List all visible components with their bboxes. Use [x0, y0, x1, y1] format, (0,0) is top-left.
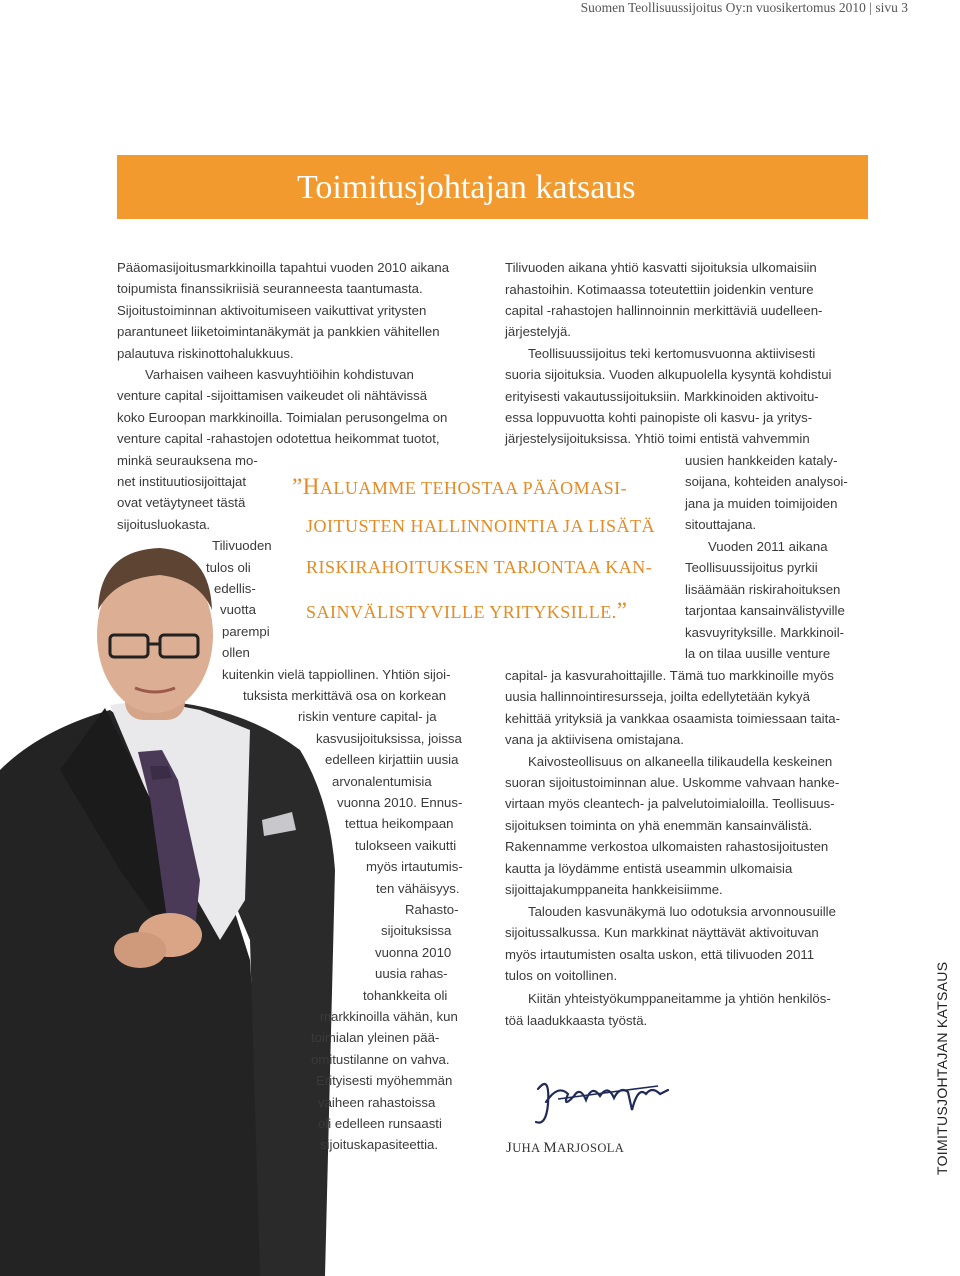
left-text-line: sijoituskapasiteettia. — [320, 1137, 439, 1153]
sidebar-label-text: TOIMITUSJOHTAJAN KATSAUS — [934, 961, 950, 1175]
left-text-line: sijoitusluokasta. — [117, 516, 211, 532]
running-header: Suomen Teollisuussijoitus Oy:n vuosikertomus 2010 | sivu 3 — [580, 0, 908, 15]
right-text-line: Teollisuussijoitus teki kertomusvuonna aktiivisesti — [528, 346, 816, 361]
right-text-line: Tilivuoden aikana yhtiö kasvatti sijoituksia ulkomaisiin — [505, 260, 817, 275]
left-text-line: minkä seurauksena mo- — [117, 452, 258, 468]
left-text-line: Sijoitustoiminnan aktivoitumiseen vaikuttivat yritysten — [117, 302, 427, 318]
right-text-line: sijoittajakumppaneita hankkeisiimme. — [505, 882, 723, 897]
left-text-line: parempi — [222, 623, 270, 639]
left-text-line: sijoituksissa — [381, 923, 452, 939]
right-text-line: erityisesti vakautussijoituksiin. Markkinoiden aktivoitu- — [505, 389, 819, 404]
right-text-line: la on tilaa uusille venture — [685, 646, 831, 661]
page-title: Toimitusjohtajan katsaus — [297, 169, 636, 206]
left-text-line: ten vähäisyys. — [376, 880, 460, 896]
left-text-line: edelleen kirjattiin uusia — [325, 752, 459, 768]
right-text-line: capital- ja kasvurahoittajille. Tämä tuo markkinoille myös — [505, 668, 834, 683]
left-text-line: Tilivuoden — [212, 538, 272, 554]
signatory-name: JUHA MARJOSOLA — [506, 1140, 625, 1156]
right-text-line: Talouden kasvunäkymä luo odotuksia arvonnousuille — [528, 904, 836, 919]
left-text-line: tuksista merkittävä osa on korkean — [243, 688, 447, 703]
right-text-line: järjestelyjä. — [505, 324, 571, 339]
left-text-line: vuonna 2010. Ennus- — [337, 795, 463, 810]
right-text-line: kasvuyrityksille. Markkinoil- — [685, 625, 845, 640]
pull-quote-line-3: RISKIRAHOITUKSEN TARJONTAA KAN- — [306, 557, 653, 577]
right-text-line: Kaivosteollisuus on alkaneella tilikaudella keskeinen — [528, 754, 833, 769]
right-text-line: sijoitussalkussa. Kun markkinat näyttävät aktivoituvan — [505, 925, 819, 940]
right-text-line: järjestelysijoituksissa. Yhtiö toimi entistä vahvemmin — [505, 431, 810, 446]
left-text-line: Erityisesti myöhemmän — [316, 1073, 453, 1089]
left-text-line: Varhaisen vaiheen kasvuyhtiöihin kohdistuvan — [145, 367, 414, 382]
right-text-line: kautta ja löydämme entistä useammin ulkomaisia — [505, 861, 793, 876]
left-text-line: tulokseen vaikutti — [355, 837, 457, 853]
section-sidebar-label — [934, 961, 958, 1199]
left-text-line: arvonalentumisia — [332, 773, 432, 789]
left-text-line: kasvusijoituksissa, joissa — [316, 730, 462, 746]
left-text-line: tohankkeita oli — [363, 987, 448, 1003]
left-text-line: uusia rahas- — [375, 966, 448, 982]
left-text-line: Pääomasijoitusmarkkinoilla tapahtui vuoden 2010 aikana — [117, 260, 450, 275]
right-text-line: kehittää yrityksiä ja vankkaa osaamista toimiessaan taita- — [505, 711, 840, 726]
right-text-line: tulos on voitollinen. — [505, 968, 618, 983]
right-text-line: vana ja aktiivisena omistajana. — [505, 732, 684, 747]
left-text-line: edellis- — [214, 581, 256, 596]
left-text-line: tulos oli — [206, 559, 251, 575]
left-text-line: riskin venture capital- ja — [298, 709, 437, 725]
left-text-line: vaiheen rahastoissa — [318, 1094, 436, 1110]
left-text-line: kuitenkin vielä tappiollinen. Yhtiön sijoi- — [222, 666, 451, 682]
left-text-line: toipumista finanssikriisiä seuranneesta taantumasta. — [117, 281, 423, 297]
pull-quote-line-4: SAINVÄLISTYVILLE YRITYKSILLE.” — [306, 598, 628, 623]
right-text-line: virtaan myös cleantech- ja palvelutoimialoilla. Teollisuus- — [505, 796, 835, 811]
right-text-line: Kiitän yhteistyökumppaneitamme ja yhtiön henkilös- — [528, 991, 831, 1006]
right-text-line: tarjontaa kansainvälistyville — [685, 603, 845, 618]
title-banner — [117, 155, 868, 219]
left-text-line: ovat vetäytyneet tästä — [117, 495, 246, 511]
right-text-line: rahastoihin. Kotimaassa toteutettiin joidenkin venture — [505, 282, 814, 297]
signature-image — [528, 1064, 678, 1134]
right-text-line: capital -rahastojen hallinnoinnin merkittäviä uudelleen- — [505, 303, 823, 318]
right-text-line: Teollisuussijoitus pyrkii — [685, 560, 818, 575]
pull-quote-line-1: ”HALUAMME TEHOSTAA PÄÄOMASI- — [292, 474, 628, 499]
left-text-line: venture capital -sijoittamisen vaikeudet oli nähtävissä — [117, 388, 428, 404]
right-text-line: sitouttajana. — [685, 517, 757, 532]
left-text-line: parantuneet liiketoimintanäkymät ja pankkien vähitellen — [117, 324, 440, 340]
left-text-line: markkinoilla vähän, kun — [320, 1009, 458, 1024]
left-text-line: myös irtautumis- — [366, 859, 463, 875]
right-text-line: sijoituksen toiminta on yhä enemmän kansainvälistä. — [505, 818, 813, 833]
right-text-line: suoran sijoitustoiminnan alue. Uskomme vahvaan hanke- — [505, 775, 840, 790]
right-text-line: töä laadukkaasta työstä. — [505, 1013, 648, 1028]
right-text-line: essa loppuvuotta kohti painopiste oli kasvu- ja yritys- — [505, 410, 813, 425]
left-text-line: vuonna 2010 — [375, 944, 452, 960]
right-text-line: suoria sijoituksia. Vuoden alkupuolella kysyntä kohdistui — [505, 367, 832, 382]
right-text-line: uusien hankkeiden kataly- — [685, 453, 838, 468]
right-text-line: Rakennamme verkostoa ulkomaisten rahastosijoitusten — [505, 839, 829, 854]
left-text-line: ollen — [222, 645, 250, 661]
right-text-line: Vuoden 2011 aikana — [708, 539, 828, 554]
left-text-line: koko Euroopan markkinoilla. Toimialan perusongelma on — [117, 409, 448, 425]
right-text-line: myös irtautumisten osalta uskon, että tilivuoden 2011 — [505, 947, 815, 962]
right-text-line: soijana, kohteiden analysoi- — [685, 474, 848, 489]
left-text-line: vuotta — [220, 602, 256, 618]
left-text-line: venture capital -rahastojen odotettua heikommat tuotot, — [117, 431, 440, 447]
left-text-line: palautuva riskinottohalukkuus. — [117, 345, 294, 361]
pull-quote-line-2: JOITUSTEN HALLINNOINTIA JA LISÄTÄ — [306, 516, 655, 536]
left-text-line: tettua heikompaan — [345, 816, 454, 832]
right-text-line: jana ja muiden toimijoiden — [685, 496, 838, 511]
right-text-line: lisäämään riskirahoituksen — [685, 582, 841, 597]
left-text-line: oli edelleen runsaasti — [318, 1116, 442, 1131]
left-text-line: toimialan yleinen pää- — [311, 1030, 440, 1046]
left-text-line: net instituutiosijoittajat — [117, 474, 247, 489]
right-text-line: uusia hallinnointiresursseja, joilta edellytetään kykyä — [505, 689, 810, 704]
left-text-line: omitustilanne on vahva. — [311, 1051, 450, 1067]
left-text-line: Rahasto- — [405, 902, 459, 917]
